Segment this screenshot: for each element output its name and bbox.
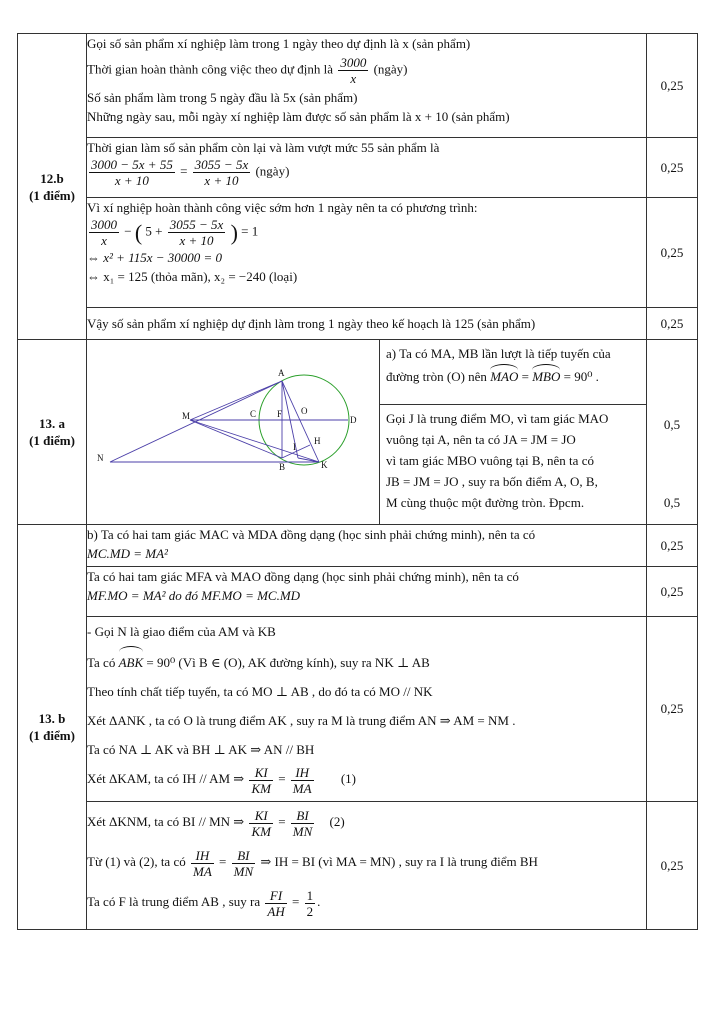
q13b-row-4 (18, 802, 698, 930)
q13a-content (87, 340, 647, 525)
points-cell: 0,25 (647, 34, 698, 138)
text-line: Gọi số sản phẩm xí nghiệp làm trong 1 ngày theo dự định là x (sản phẩm) (87, 36, 471, 51)
q12b-row-1 (18, 34, 698, 138)
q13a-part-2 (380, 404, 646, 516)
fraction: $\frac{BI}{MN}$ (233, 847, 254, 879)
fraction: $\frac{KI}{KM}$ (251, 764, 271, 796)
q12b-step-2 (87, 138, 647, 198)
fraction: $\frac{3000}{x}$ (91, 217, 117, 248)
geometry-figure (87, 340, 380, 524)
text-line: Ta có ABK = 90⁰ (Vì B ∈ (O), AK đường kính), suy ra NK ⊥ AB (87, 646, 646, 677)
text-line: Thời gian làm số sản phẩm còn lại và làm vượt mức 55 sản phẩm là (87, 140, 440, 155)
q12b-step-1 (87, 34, 647, 138)
point-label-n: N (97, 453, 104, 463)
text-line: Xét ΔKAM, ta có IH // AM ⇒ $\frac{KI}{KM}$ = $\frac{IH}{MA}$ (1) (87, 764, 356, 796)
q13b-step-3 (87, 617, 647, 802)
text-line: Vì xí nghiệp hoàn thành công việc sớm hơn 1 ngày nên ta có phương trình: (87, 200, 478, 215)
formula-line: $\frac{3000 - 5x + 55}{x + 10}$ = $\frac{3055 - 5x}{x + 10}$ (ngày) (91, 157, 290, 188)
text-line: Xét ΔANK , ta có O là trung điểm AK , suy ra M là trung điểm AN ⇒ AM = NM . (87, 713, 516, 728)
point-label-m: M (182, 411, 191, 421)
q13b-label-cell (18, 525, 87, 930)
q13b-step-1 (87, 525, 647, 567)
text-line: Ta có hai tam giác MFA và MAO đồng dạng (học sinh phải chứng minh), nên ta có (87, 569, 519, 584)
text-line: vuông tại A, nên ta có JA = JM = JO (386, 432, 576, 447)
fraction: $\frac{3000}{x}$ (340, 55, 367, 86)
q13b-label: 13. b (38, 711, 66, 726)
point-label-c: C (250, 409, 257, 419)
point-label-o: O (301, 406, 308, 416)
solution-table (17, 33, 698, 930)
text-line: JB = JM = JO , suy ra bốn điểm A, O, B, (386, 474, 598, 489)
text-line: MC.MD = MA² (87, 546, 168, 561)
text-line: Ta có F là trung điểm AB , suy ra $\frac{FI}{AH}$ = $\frac{1}{2}$ . (87, 887, 321, 919)
text-line: Gọi J là trung điểm MO, vì tam giác MAO (386, 411, 609, 426)
angle-mbo: MBO (532, 364, 560, 387)
points-cell: 0,5 0,5 (647, 340, 698, 525)
fraction: $\frac{IH}{MA}$ (292, 764, 312, 796)
fraction: $\frac{1}{2}$ (306, 887, 314, 919)
points-cell: 0,25 (647, 308, 698, 340)
text-line: M cùng thuộc một đường tròn. Đpcm. (386, 495, 585, 510)
text-line: Từ (1) và (2), ta có $\frac{IH}{MA}$ = $\frac{BI}{MN}$ ⇒ IH = BI (vì MA = MN) , suy ra I là trung điểm BH (87, 847, 538, 879)
q13a-sublabel: (1 điểm) (29, 433, 75, 448)
angle-abk: ABK (119, 646, 144, 677)
text-line: đường tròn (O) nên MAO = MBO = 90⁰ . (386, 364, 640, 387)
point-label-f: F (277, 409, 283, 419)
q12b-sublabel: (1 điểm) (29, 187, 75, 203)
q13a-row (18, 340, 698, 525)
q13a-part-1 (380, 340, 646, 404)
geometry-diagram (87, 340, 379, 520)
points-cell: 0,25 (647, 567, 698, 617)
points-cell: 0,25 (647, 617, 698, 802)
text-line: Xét ΔKNM, ta có BI // MN ⇒ $\frac{KI}{KM}$ = $\frac{BI}{MN}$ (2) (87, 807, 345, 839)
q12b-row-3 (18, 198, 698, 308)
angle-mao: MAO (490, 364, 518, 387)
text-line: b) Ta có hai tam giác MAC và MDA đồng dạng (học sinh phải chứng minh), nên ta có (87, 527, 536, 542)
points-cell: 0,25 (647, 802, 698, 930)
text-line: ⇔ x₁ = 125 (thỏa mãn), x₂ = −240 (loại) (87, 269, 298, 284)
formula-line: $\frac{3000}{x}$ − ( 5 + $\frac{3055 - 5x}{x + 10}$ ) = 1 (91, 217, 259, 248)
q12b-label: 12.b (40, 170, 64, 186)
line-mk (190, 420, 319, 462)
text-line: Những ngày sau, mỗi ngày xí nghiệp làm được số sản phẩm là x + 10 (sản phẩm) (87, 109, 510, 124)
fraction: $\frac{3055 - 5x}{x + 10}$ (169, 217, 224, 248)
text-line: vì tam giác MBO vuông tại B, nên ta có (386, 453, 594, 468)
text-line: ⇔ x² + 115x − 30000 = 0 (87, 250, 223, 265)
q13b-row-2 (18, 567, 698, 617)
line-ma (190, 381, 282, 420)
points-cell: 0,25 (647, 198, 698, 308)
q13b-row-3 (18, 617, 698, 802)
text-line: a) Ta có MA, MB lần lượt là tiếp tuyến của (386, 346, 611, 361)
point-label-a: A (278, 368, 285, 378)
text-line: Vậy số sản phẩm xí nghiệp dự định làm trong 1 ngày theo kế hoạch là 125 (sản phẩm) (87, 316, 536, 331)
q12b-row-2 (18, 138, 698, 198)
q13b-row-1 (18, 525, 698, 567)
q12b-step-4 (87, 308, 647, 340)
q13b-sublabel: (1 điểm) (29, 728, 75, 743)
fraction: $\frac{FI}{AH}$ (267, 887, 285, 919)
q12b-row-4 (18, 308, 698, 340)
points-cell: 0,25 (647, 138, 698, 198)
point-label-i: I (293, 442, 296, 452)
q13b-step-2 (87, 567, 647, 617)
q13a-label: 13. a (39, 416, 65, 431)
text-line: - Gọi N là giao điểm của AM và KB (87, 624, 276, 639)
point-label-b: B (279, 462, 286, 472)
fraction: $\frac{KI}{KM}$ (251, 807, 271, 839)
text-line: MF.MO = MA² do đó MF.MO = MC.MD (87, 588, 301, 603)
points-cell: 0,25 (647, 525, 698, 567)
text-line: Ta có NA ⊥ AK và BH ⊥ AK ⇒ AN // BH (87, 742, 315, 757)
q13a-text (380, 340, 646, 524)
q13a-label-cell (18, 340, 87, 525)
text-line: Theo tính chất tiếp tuyến, ta có MO ⊥ AB , do đó ta có MO // NK (87, 684, 433, 699)
fraction: $\frac{3000 - 5x + 55}{x + 10}$ (91, 157, 173, 188)
text-line: Thời gian hoàn thành công việc theo dự định là $\frac{3000}{x}$ (ngày) (87, 55, 408, 86)
line-mb (190, 420, 282, 458)
q12b-label-cell (18, 34, 87, 340)
point-label-k: K (321, 460, 328, 470)
point-label-h: H (314, 436, 321, 446)
q12b-step-3 (87, 198, 647, 308)
fraction: $\frac{IH}{MA}$ (192, 847, 212, 879)
text-line: Số sản phẩm làm trong 5 ngày đầu là 5x (sản phẩm) (87, 90, 358, 105)
fraction: $\frac{3055 - 5x}{x + 10}$ (194, 157, 249, 188)
point-label-d: D (350, 415, 357, 425)
q13b-step-4 (87, 802, 647, 930)
fraction: $\frac{BI}{MN}$ (292, 807, 313, 839)
